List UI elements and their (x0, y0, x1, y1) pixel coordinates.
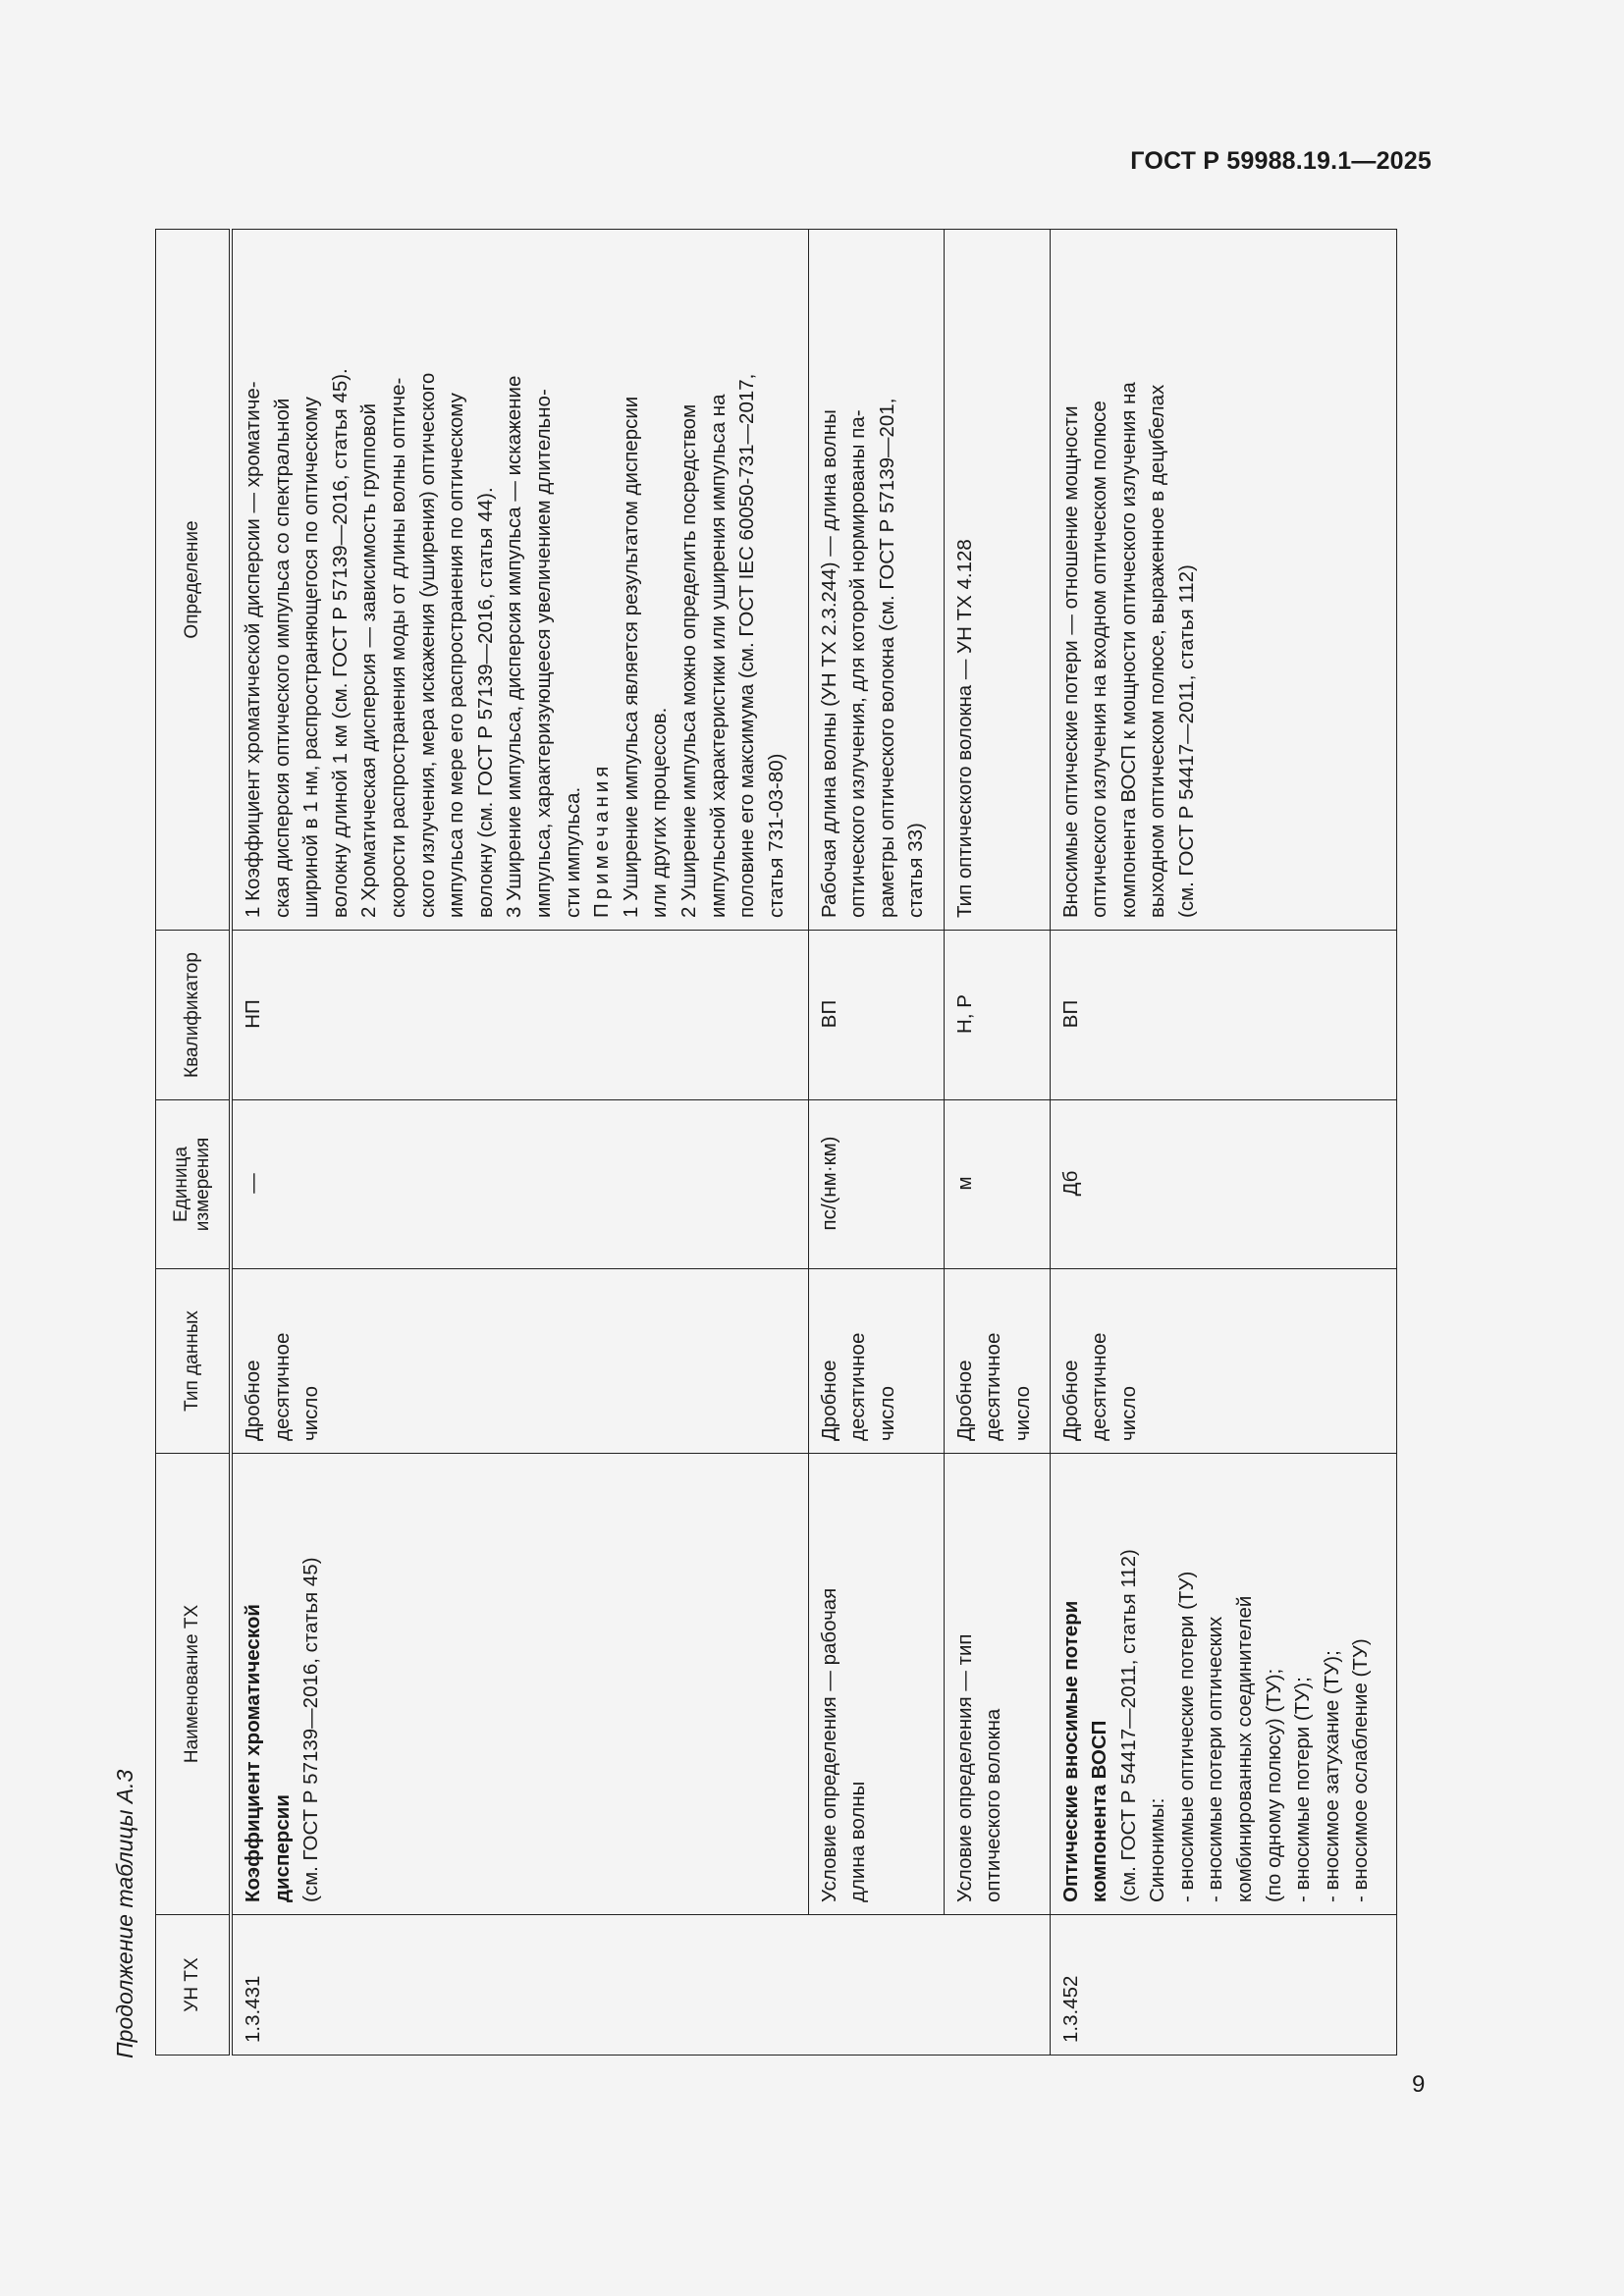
cell-name (808, 1454, 944, 1915)
name-line: Синонимы: (1146, 1797, 1169, 1902)
table-row (1050, 230, 1397, 2056)
table-header-row (156, 230, 232, 2056)
header-qualifier: Квалификатор (156, 931, 232, 1100)
name-bold-line: компонента ВОСП (1088, 1720, 1111, 1902)
cell-definition (808, 230, 944, 931)
header-code: УН ТХ (156, 1915, 232, 2056)
definition-line: оптического излучения, для которой нормированы па- (846, 409, 870, 918)
cell-data-type (231, 1269, 808, 1454)
definition-line: статья 731-03-80) (764, 753, 787, 918)
cell-qualifier: ВП (1050, 931, 1397, 1100)
definition-line: волокну длиной 1 км (см. ГОСТ Р 57139—2016, статья 45). (328, 368, 352, 918)
definition-line: импульса, характеризующееся увеличением длительно- (531, 389, 555, 918)
definition-line: выходном оптическом полюсе, выраженное в децибелах (1146, 384, 1169, 918)
cell-definition (1050, 230, 1397, 931)
name-line: - вносимые оптические потери (ТУ) (1174, 1571, 1198, 1902)
definition-notes-heading: Примечания (590, 762, 614, 918)
definition-line: импульса по мере его распространения по оптическому (445, 393, 468, 918)
definition-line: 1 Коэффициент хроматической дисперсии — хроматиче- (242, 381, 264, 918)
cell-qualifier: НП (231, 931, 808, 1100)
cell-definition (944, 230, 1050, 931)
name-line: (см. ГОСТ Р 54417—2011, статья 112) (1116, 1549, 1140, 1902)
definition-line: половине его максимума (см. ГОСТ IEC 60050-731—2017, (735, 373, 759, 918)
header-unit (156, 1100, 232, 1269)
type-line: число (1116, 1386, 1140, 1441)
name-line: - вносимые потери (ТУ); (1291, 1677, 1315, 1902)
header-unit-line1: Единица (171, 1147, 191, 1222)
cell-data-type (944, 1269, 1050, 1454)
cell-unit: пс/(нм·км) (808, 1100, 944, 1269)
table-container (155, 230, 1397, 2056)
page-number: 9 (1412, 2071, 1426, 2098)
definition-line: 3 Уширение импульса, дисперсия импульса — искажение (503, 375, 526, 918)
cell-code: 1.3.431 (231, 1915, 1050, 2056)
definition-line: волокну (см. ГОСТ Р 57139—2016, статья 44). (473, 487, 497, 918)
name-line: - вносимое ослабление (ТУ) (1349, 1638, 1373, 1902)
type-line: десятичное (270, 1332, 294, 1441)
definition-line: 2 Уширение импульса можно определить посредством (677, 403, 700, 918)
cell-name (944, 1454, 1050, 1915)
definition-line: статья 33) (904, 823, 928, 918)
cell-name (231, 1454, 808, 1915)
type-line: Дробное (242, 1360, 264, 1441)
table-row (231, 230, 808, 2056)
cell-data-type (808, 1269, 944, 1454)
definition-line: импульсной характеристики или уширения импульса на (706, 394, 730, 918)
name-line: Условие определения — тип (952, 1633, 976, 1902)
name-line: - вносимое затухание (ТУ); (1320, 1650, 1343, 1902)
header-definition: Определение (156, 230, 232, 931)
name-bold-line: Коэффициент хроматической (242, 1604, 264, 1902)
name-line: длина волны (846, 1781, 870, 1902)
name-line: (см. ГОСТ Р 57139—2016, статья 45) (299, 1557, 323, 1902)
cell-data-type (1050, 1269, 1397, 1454)
specification-table (155, 229, 1397, 2056)
definition-line: оптического излучения на входном оптическом полюсе (1088, 400, 1111, 918)
definition-line: 1 Уширение импульса является результатом дисперсии (619, 396, 642, 918)
name-line: - вносимые потери оптических (1204, 1616, 1227, 1902)
type-line: число (875, 1386, 898, 1441)
name-bold-line: Оптические вносимые потери (1058, 1600, 1082, 1902)
cell-name (1050, 1454, 1397, 1915)
definition-line: шириной в 1 нм, распространяющегося по оптическому (299, 397, 323, 918)
name-line: комбинированных соединителей (1233, 1595, 1257, 1902)
definition-line: компонента ВОСП к мощности оптического излучения на (1116, 382, 1140, 918)
cell-qualifier: ВП (808, 931, 944, 1100)
name-line: (по одному полюсу) (ТУ); (1262, 1668, 1285, 1902)
definition-line: Тип оптического волокна — УН ТХ 4.128 (952, 539, 976, 918)
cell-unit: м (944, 1100, 1050, 1269)
table-caption: Продолжение таблицы А.3 (112, 1769, 137, 2058)
type-line: число (299, 1386, 323, 1441)
header-name: Наименование ТХ (156, 1454, 232, 1915)
definition-line: Вносимые оптические потери — отношение мощности (1058, 405, 1082, 918)
table-row (944, 230, 1050, 2056)
definition-line: ского излучения, мера искажения (уширения) оптического (415, 372, 439, 918)
cell-definition (231, 230, 808, 931)
type-line: число (1010, 1386, 1034, 1441)
definition-line: 2 Хроматическая дисперсия — зависимость групповой (357, 402, 381, 918)
definition-line: (см. ГОСТ Р 54417—2011, статья 112) (1174, 564, 1198, 918)
cell-qualifier: Н, Р (944, 931, 1050, 1100)
name-line: оптического волокна (982, 1708, 1005, 1902)
type-line: Дробное (952, 1360, 976, 1441)
header-data-type: Тип данных (156, 1269, 232, 1454)
definition-line: Рабочая длина волны (УН ТХ 2.3.244) — длина волны (817, 409, 840, 918)
cell-unit: Дб (1050, 1100, 1397, 1269)
header-unit-line2: измерения (192, 1137, 213, 1232)
definition-line: скорости распространения моды от длины волны оптиче- (386, 377, 409, 918)
definition-line: или других процессов. (648, 707, 672, 918)
type-line: Дробное (1058, 1360, 1082, 1441)
type-line: десятичное (982, 1332, 1005, 1441)
table-row (808, 230, 944, 2056)
standard-code: ГОСТ Р 59988.19.1—2025 (1130, 147, 1432, 175)
type-line: десятичное (1088, 1332, 1111, 1441)
definition-line: сти импульса. (561, 786, 584, 918)
definition-line: ская дисперсия оптического импульса со спектральной (270, 398, 294, 918)
cell-unit: — (231, 1100, 808, 1269)
definition-line: раметры оптического волокна (см. ГОСТ Р 57139—201, (875, 398, 898, 918)
type-line: Дробное (817, 1360, 840, 1441)
name-bold-line: дисперсии (270, 1794, 294, 1902)
cell-code: 1.3.452 (1050, 1915, 1397, 2056)
type-line: десятичное (846, 1332, 870, 1441)
name-line: Условие определения — рабочая (817, 1587, 840, 1902)
